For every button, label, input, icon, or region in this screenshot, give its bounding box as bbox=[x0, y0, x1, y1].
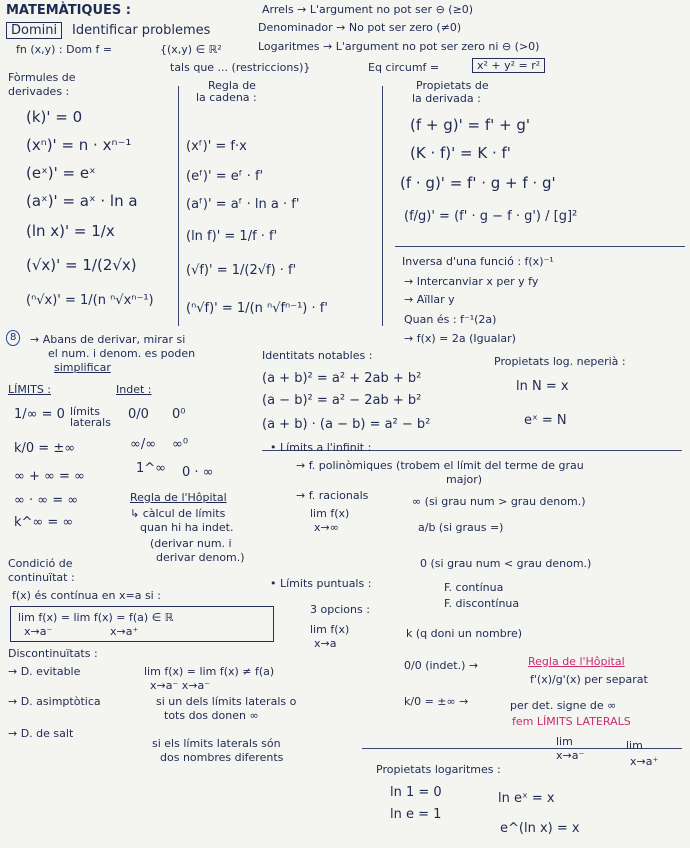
discont-title: Discontinuïtats : bbox=[8, 647, 98, 660]
indet-title: Indet : bbox=[116, 383, 152, 396]
indet-item: 1^∞ bbox=[136, 461, 166, 476]
derivative-row: (√x)' = 1/(2√x) bbox=[26, 256, 137, 274]
divider-1 bbox=[178, 86, 179, 326]
infinit-poly-2: major) bbox=[446, 473, 483, 486]
discont-desc: dos nombres diferents bbox=[160, 751, 284, 764]
indet-item: ∞⁰ bbox=[172, 437, 189, 452]
discont-type: → D. de salt bbox=[8, 727, 74, 740]
derivative-row: (ln x)' = 1/x bbox=[26, 222, 115, 240]
continuitat-title-2: continuïtat : bbox=[8, 571, 75, 584]
continuitat-sub: x→a⁺ bbox=[110, 625, 139, 638]
punts-laterals: fem LÍMITS LATERALS bbox=[512, 715, 631, 728]
neper-title: Propietats log. neperià : bbox=[494, 355, 626, 368]
tals-que: tals que ... (restriccions)} bbox=[170, 61, 311, 74]
punts-hopital: Regla de l'Hôpital bbox=[528, 655, 625, 668]
hopital-line: quan hi ha indet. bbox=[140, 521, 234, 534]
discont-desc: tots dos donen ∞ bbox=[164, 709, 259, 722]
continuitat-sub: x→a⁻ bbox=[24, 625, 53, 638]
punts-lim: lim f(x) bbox=[310, 623, 350, 636]
rule-logaritmes: Logaritmes → L'argument no pot ser zero ni ⊖ (>0) bbox=[258, 40, 540, 53]
discont-desc: x→a⁻ x→a⁻ bbox=[150, 679, 211, 692]
discont-desc: si un dels límits laterals o bbox=[156, 695, 297, 708]
rule-denominador: Denominador → No pot ser zero (≠0) bbox=[258, 21, 462, 34]
hopital-title: Regla de l'Hôpital bbox=[130, 491, 227, 504]
punts-opcions: 3 opcions : bbox=[310, 603, 370, 616]
derivative-row: (eˣ)' = eˣ bbox=[26, 164, 96, 182]
punts-lim-right-sub: x→a⁺ bbox=[630, 755, 659, 768]
tip-line: simplificar bbox=[54, 361, 111, 374]
divider-2 bbox=[382, 86, 383, 326]
chain-row: (√f)' = 1/(2√f) · f' bbox=[186, 263, 297, 278]
derivatives-title-2: derivades : bbox=[8, 85, 70, 98]
props-title-2: la derivada : bbox=[412, 92, 481, 105]
chain-row: (ln f)' = 1/f · f' bbox=[186, 229, 278, 244]
punts-continua: F. contínua bbox=[444, 581, 504, 594]
log-rule: ln e = 1 bbox=[390, 807, 442, 822]
laterals-note: límits laterals bbox=[70, 405, 111, 429]
dom-set: {(x,y) ∈ ℝ² bbox=[160, 43, 222, 56]
identitat-row: (a − b)² = a² − 2ab + b² bbox=[262, 393, 422, 408]
props-row: (K · f)' = K · f' bbox=[410, 144, 511, 162]
limit-rule: ∞ + ∞ = ∞ bbox=[14, 469, 85, 484]
punts-discontinua: F. discontínua bbox=[444, 597, 520, 610]
infinit-poly: → f. polinòmiques (trobem el límit del terme de grau bbox=[296, 459, 584, 472]
derivative-row: (aˣ)' = aˣ · ln a bbox=[26, 192, 138, 210]
circ-label: Eq circumf = bbox=[368, 61, 440, 74]
punts-option: 0/0 (indet.) → bbox=[404, 659, 479, 672]
chain-row: (eᶠ)' = eᶠ · f' bbox=[186, 169, 264, 184]
props-row: (f · g)' = f' · g + f · g' bbox=[400, 174, 556, 192]
log-rule: ln 1 = 0 bbox=[390, 785, 442, 800]
limit-rule: ∞ · ∞ = ∞ bbox=[14, 493, 79, 508]
tip-line: el num. i denom. es poden bbox=[48, 347, 196, 360]
discont-desc: si els límits laterals són bbox=[152, 737, 281, 750]
inverse-title: Inversa d'una funció : f(x)⁻¹ bbox=[402, 255, 554, 268]
indet-item: ∞/∞ bbox=[130, 437, 157, 452]
continuitat-title-1: Condició de bbox=[8, 557, 73, 570]
chain-title-1: Regla de bbox=[208, 79, 256, 92]
chain-title-2: la cadena : bbox=[196, 91, 257, 104]
discont-type: → D. evitable bbox=[8, 665, 81, 678]
continuitat-eq: lim f(x) = lim f(x) = f(a) ∈ ℝ bbox=[18, 611, 174, 624]
discont-type: → D. asimptòtica bbox=[8, 695, 101, 708]
rule-arrels: Arrels → L'argument no pot ser ⊖ (≥0) bbox=[262, 3, 474, 16]
inverse-step: → f(x) = 2a (Igualar) bbox=[404, 332, 516, 345]
domini-label: Domini bbox=[6, 22, 62, 39]
indet-item: 0/0 bbox=[128, 407, 149, 422]
identitat-row: (a + b)² = a² + 2ab + b² bbox=[262, 371, 422, 386]
limit-rule: k/0 = ±∞ bbox=[14, 441, 76, 456]
discont-desc: lim f(x) = lim f(x) ≠ f(a) bbox=[144, 665, 275, 678]
infinit-rac: → f. racionals bbox=[296, 489, 369, 502]
punts-lim-left-sub: x→a⁻ bbox=[556, 749, 585, 762]
infinit-case: ∞ (si grau num > grau denom.) bbox=[412, 495, 586, 508]
punts-option: k (q doni un nombre) bbox=[406, 627, 523, 640]
derivative-row: (k)' = 0 bbox=[26, 108, 83, 126]
page-title: MATEMÀTIQUES : bbox=[6, 3, 132, 18]
log-rule: ln eˣ = x bbox=[498, 791, 555, 806]
inverse-step: → Intercanviar x per y fy bbox=[404, 275, 539, 288]
tip-line: → Abans de derivar, mirar si bbox=[30, 333, 186, 346]
punts-lim-left: lim bbox=[556, 735, 573, 748]
punts-signe: per det. signe de ∞ bbox=[510, 699, 617, 712]
identify-text: Identificar problemes bbox=[72, 23, 211, 38]
neper-line: eˣ = N bbox=[524, 413, 567, 428]
infinit-case: a/b (si graus =) bbox=[418, 521, 504, 534]
derivative-row: (ⁿ√x)' = 1/(n ⁿ√xⁿ⁻¹) bbox=[26, 293, 154, 308]
punts-hopital-sub: f'(x)/g'(x) per separat bbox=[530, 673, 648, 686]
hopital-line: derivar denom.) bbox=[156, 551, 245, 564]
inverse-step: Quan és : f⁻¹(2a) bbox=[404, 313, 497, 326]
punts-lim-right: lim bbox=[626, 739, 643, 752]
chain-row: (aᶠ)' = aᶠ · ln a · f' bbox=[186, 197, 300, 212]
chain-row: (ⁿ√f)' = 1/(n ⁿ√fⁿ⁻¹) · f' bbox=[186, 301, 328, 316]
infinit-case: 0 (si grau num < grau denom.) bbox=[420, 557, 592, 570]
infinit-title: • Límits a l'infinit : bbox=[270, 441, 372, 454]
circ-eq: x² + y² = r² bbox=[472, 58, 545, 73]
inverse-step: → Aïllar y bbox=[404, 293, 455, 306]
limit-rule: k^∞ = ∞ bbox=[14, 515, 74, 530]
indet-item: 0⁰ bbox=[172, 407, 186, 422]
hopital-line: ↳ càlcul de límits bbox=[130, 507, 226, 520]
limits-title: LÍMITS : bbox=[8, 383, 52, 396]
neper-line: ln N = x bbox=[516, 379, 569, 394]
derivatives-title-1: Fòrmules de bbox=[8, 71, 76, 84]
infinit-lim: lim f(x) bbox=[310, 507, 350, 520]
props-row: (f + g)' = f' + g' bbox=[410, 116, 530, 134]
divider-3 bbox=[395, 246, 685, 247]
indet-item: 0 · ∞ bbox=[182, 465, 214, 480]
infinit-arrow: x→∞ bbox=[314, 521, 339, 534]
logs-title: Propietats logaritmes : bbox=[376, 763, 501, 776]
tip-number: 8 bbox=[6, 330, 20, 346]
log-rule: e^(ln x) = x bbox=[500, 821, 580, 836]
props-row: (f/g)' = (f' · g − f · g') / [g]² bbox=[404, 209, 578, 224]
punts-title: • Límits puntuals : bbox=[270, 577, 372, 590]
chain-row: (xᶠ)' = f·x bbox=[186, 139, 247, 154]
punts-option: k/0 = ±∞ → bbox=[404, 695, 469, 708]
punts-xa: x→a bbox=[314, 637, 337, 650]
limit-rule: 1/∞ = 0 bbox=[14, 407, 65, 422]
props-title-1: Propietats de bbox=[416, 79, 489, 92]
identitats-title: Identitats notables : bbox=[262, 349, 373, 362]
derivative-row: (xⁿ)' = n · xⁿ⁻¹ bbox=[26, 136, 132, 154]
identitat-row: (a + b) · (a − b) = a² − b² bbox=[262, 417, 431, 432]
fn-label: fn (x,y) : Dom f = bbox=[16, 43, 113, 56]
hopital-line: (derivar num. i bbox=[150, 537, 232, 550]
continuitat-def: f(x) és contínua en x=a si : bbox=[12, 589, 161, 602]
